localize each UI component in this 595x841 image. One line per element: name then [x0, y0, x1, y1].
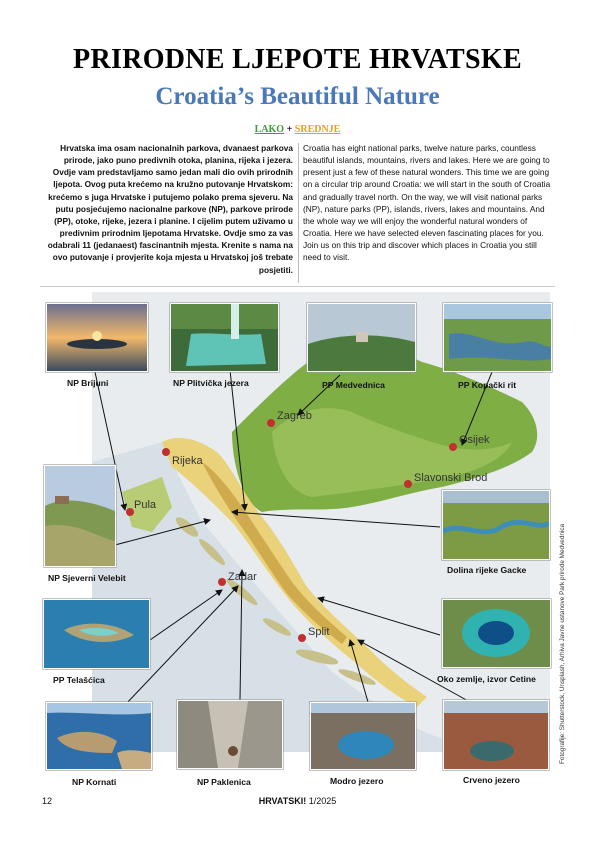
photo-kornati [46, 702, 152, 770]
caption-gacka: Dolina rijeke Gacke [447, 565, 527, 575]
caption-paklenica: NP Paklenica [197, 777, 251, 787]
city-dot-zagreb [267, 419, 275, 427]
city-dot-pula [126, 508, 134, 516]
photo-telascica [43, 599, 150, 669]
caption-cetina: Oko zemlje, izvor Cetine [437, 674, 536, 684]
level-indicator [0, 124, 595, 135]
level-easy: LAKO [254, 124, 285, 135]
photo-medvednica [307, 303, 416, 372]
caption-velebit: NP Sjeverni Velebit [48, 573, 126, 583]
caption-telascica: PP Telašćica [53, 675, 105, 685]
city-label-zadar: Zadar [228, 571, 257, 583]
photo-paklenica [177, 700, 283, 769]
photo-crveno [443, 700, 549, 770]
level-plus: + [286, 124, 293, 135]
intro-croatian: Hrvatska ima osam nacionalnih parkova, dvanaest parkova prirode, jako puno predivnih otoka, planina, rijeka i jezera. Ovdje vam predstavljamo samo jedan mali dio ovih prirodnih ljepota. Ovog puta krećemo na kružno putovanje Hrvatskom: krećemo s juga Hrvatske i putujemo polako prema sjeveru. Na putu posjećujemo nacionalne parkove (NP), parkove prirode (PP), otoke, rijeke, jezera i planine. I cijelim putem uživamo u predivnim prirodnim ljepotama Hrvatske. Ovdje smo za vas odabrali 11 (jedanaest) fascinantnih mjesta. Krenite s nama na ovo putovanje i provjerite koja mjesta u Hrvatskoj još trebate posjetiti. [47, 143, 293, 275]
caption-kornati: NP Kornati [72, 777, 117, 787]
city-label-zagreb: Zagreb [277, 410, 312, 422]
magazine-footer [0, 796, 595, 806]
magazine-issue: 1/2025 [308, 796, 337, 806]
photo-kopacki [443, 303, 552, 372]
caption-plitvice: NP Plitvička jezera [173, 378, 249, 388]
city-label-pula: Pula [134, 499, 157, 511]
city-label-split: Split [308, 626, 330, 638]
city-dot-zadar [218, 578, 226, 586]
caption-crveno: Crveno jezero [463, 775, 520, 785]
photo-gacka [442, 490, 550, 560]
city-label-slavonski-brod: Slavonski Brod [414, 472, 488, 484]
city-dot-slavonski-brod [404, 480, 412, 488]
section-divider [40, 286, 555, 287]
caption-brijuni: NP Brijuni [67, 378, 109, 388]
photo-modro [310, 702, 416, 770]
photo-brijuni [46, 303, 148, 372]
magazine-name: HRVATSKI! [258, 796, 307, 806]
photo-credit: Fotografije: Shutterstock, Unsplash, Arhiva Javne ustanove Park prirode Medvednica [559, 523, 566, 764]
photo-plitvice [170, 303, 279, 372]
page-subtitle: Croatia’s Beautiful Nature [155, 83, 440, 110]
city-label-osijek: Osijek [459, 434, 490, 446]
city-dot-rijeka [162, 448, 170, 456]
level-medium: SREDNJE [294, 124, 341, 135]
page-number: 12 [42, 796, 53, 806]
caption-modro: Modro jezero [330, 776, 384, 786]
photo-cetina [442, 599, 551, 668]
city-dot-split [298, 634, 306, 642]
column-divider [298, 143, 299, 283]
city-dot-osijek [449, 443, 457, 451]
city-label-rijeka: Rijeka [172, 455, 203, 467]
photo-velebit [44, 465, 116, 567]
page-title: PRIRODNE LJEPOTE HRVATSKE [73, 44, 522, 75]
intro-english: Croatia has eight national parks, twelve nature parks, countless beautiful islands, mountains, rivers and lakes. Here we are going to present just a few of these natural wonders. This time we are going on a circular trip around Croatia: we will start in the south of Croatia and gradually travel north. On the way, we will visit national parks (NP), nature parks (PP), islands, rivers, lakes and mountains. And the whole way we will enjoy the wonderful natural wonders of Croatia. Here we have selected eleven fascinating places for you. Join us on this trip and discover which places in Croatia you still need to visit. [303, 143, 551, 263]
caption-medvednica: PP Medvednica [322, 380, 385, 390]
caption-kopacki: PP Kopački rit [458, 380, 517, 390]
